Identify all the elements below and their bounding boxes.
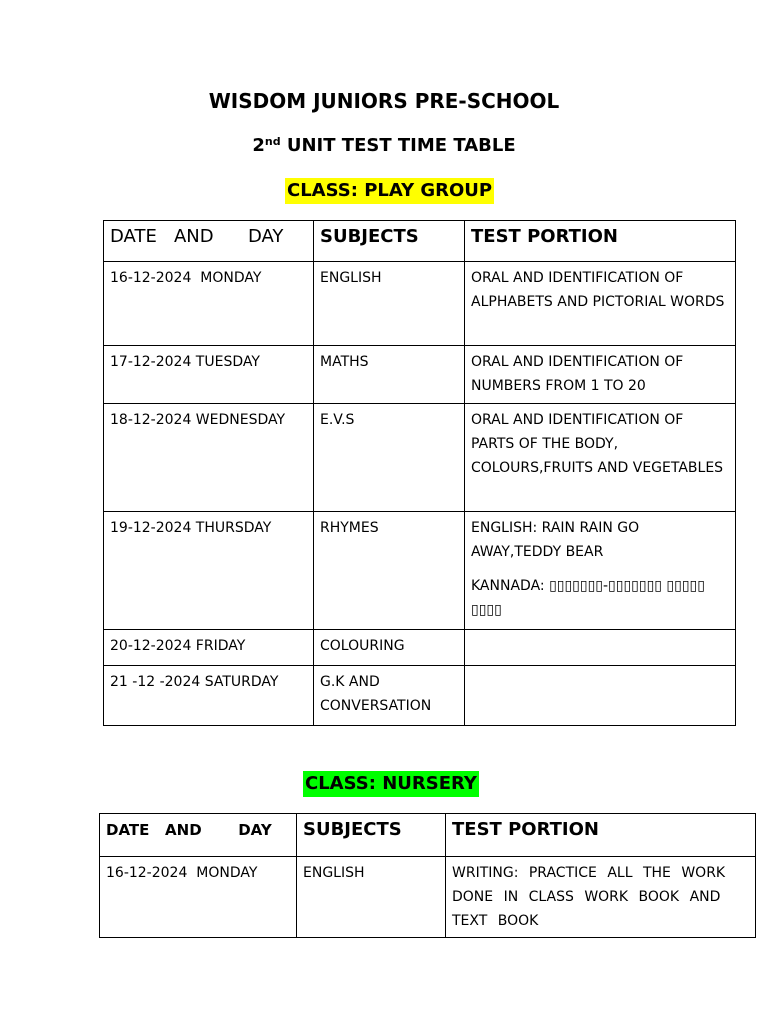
school-name: WISDOM JUNIORS PRE-SCHOOL [208,89,560,113]
header-subjects: SUBJECTS [314,221,465,262]
header-test-portion: TEST PORTION [465,221,736,262]
play-group-timetable [103,220,736,726]
row-subject: ENGLISH [314,262,465,346]
row-portion [465,630,736,666]
row-subject: ENGLISH [297,857,446,938]
table-row [104,666,736,726]
table-header-row [100,814,756,857]
row-portion: ORAL AND IDENTIFICATION OF ALPHABETS AND PICTORIAL WORDS [465,262,736,346]
row-portion: WRITING: PRACTICE ALL THE WORK DONE IN CLASS WORK BOOK AND TEXT BOOK [446,857,756,938]
table-row [104,630,736,666]
header-date-day: DATE AND DAY [100,814,297,857]
row-portion: ORAL AND IDENTIFICATION OF PARTS OF THE BODY, COLOURS,FRUITS AND VEGETABLES [465,404,736,512]
row-date: 21 -12 -2024 SATURDAY [104,666,314,726]
row-subject: RHYMES [314,512,465,630]
row-portion [465,666,736,726]
row-subject: MATHS [314,346,465,404]
row-subject: E.V.S [314,404,465,512]
ordinal-suffix: nd [264,135,281,148]
header-test-portion: TEST PORTION [446,814,756,857]
header-subjects: SUBJECTS [297,814,446,857]
table-row [104,262,736,346]
table-row [104,346,736,404]
row-date: 20-12-2024 FRIDAY [104,630,314,666]
row-date: 16-12-2024 MONDAY [104,262,314,346]
class-play-group-label: CLASS: PLAY GROUP [285,178,494,204]
row-portion-kannada: KANNADA: ▯▯▯▯▯▯▯-▯▯▯▯▯▯▯ ▯▯▯▯▯ ▯▯▯▯ [471,578,705,618]
row-portion: ENGLISH: RAIN RAIN GO AWAY,TEDDY BEAR [471,520,640,560]
table-row [100,857,756,938]
table-header-row [104,221,736,262]
row-portion: ORAL AND IDENTIFICATION OF NUMBERS FROM 1 TO 20 [465,346,736,404]
row-portion-cell [465,512,736,630]
test-title-rest: UNIT TEST TIME TABLE [280,135,516,156]
header-date-day: DATE AND DAY [104,221,314,262]
table-row [104,512,736,630]
ordinal-number: 2 [252,135,265,156]
row-date: 18-12-2024 WEDNESDAY [104,404,314,512]
row-date: 17-12-2024 TUESDAY [104,346,314,404]
row-subject: COLOURING [314,630,465,666]
nursery-timetable [99,813,756,938]
class-nursery-label: CLASS: NURSERY [303,771,479,797]
table-row [104,404,736,512]
test-title [0,135,768,156]
row-subject: G.K AND CONVERSATION [314,666,465,726]
row-date: 19-12-2024 THURSDAY [104,512,314,630]
row-date: 16-12-2024 MONDAY [100,857,297,938]
